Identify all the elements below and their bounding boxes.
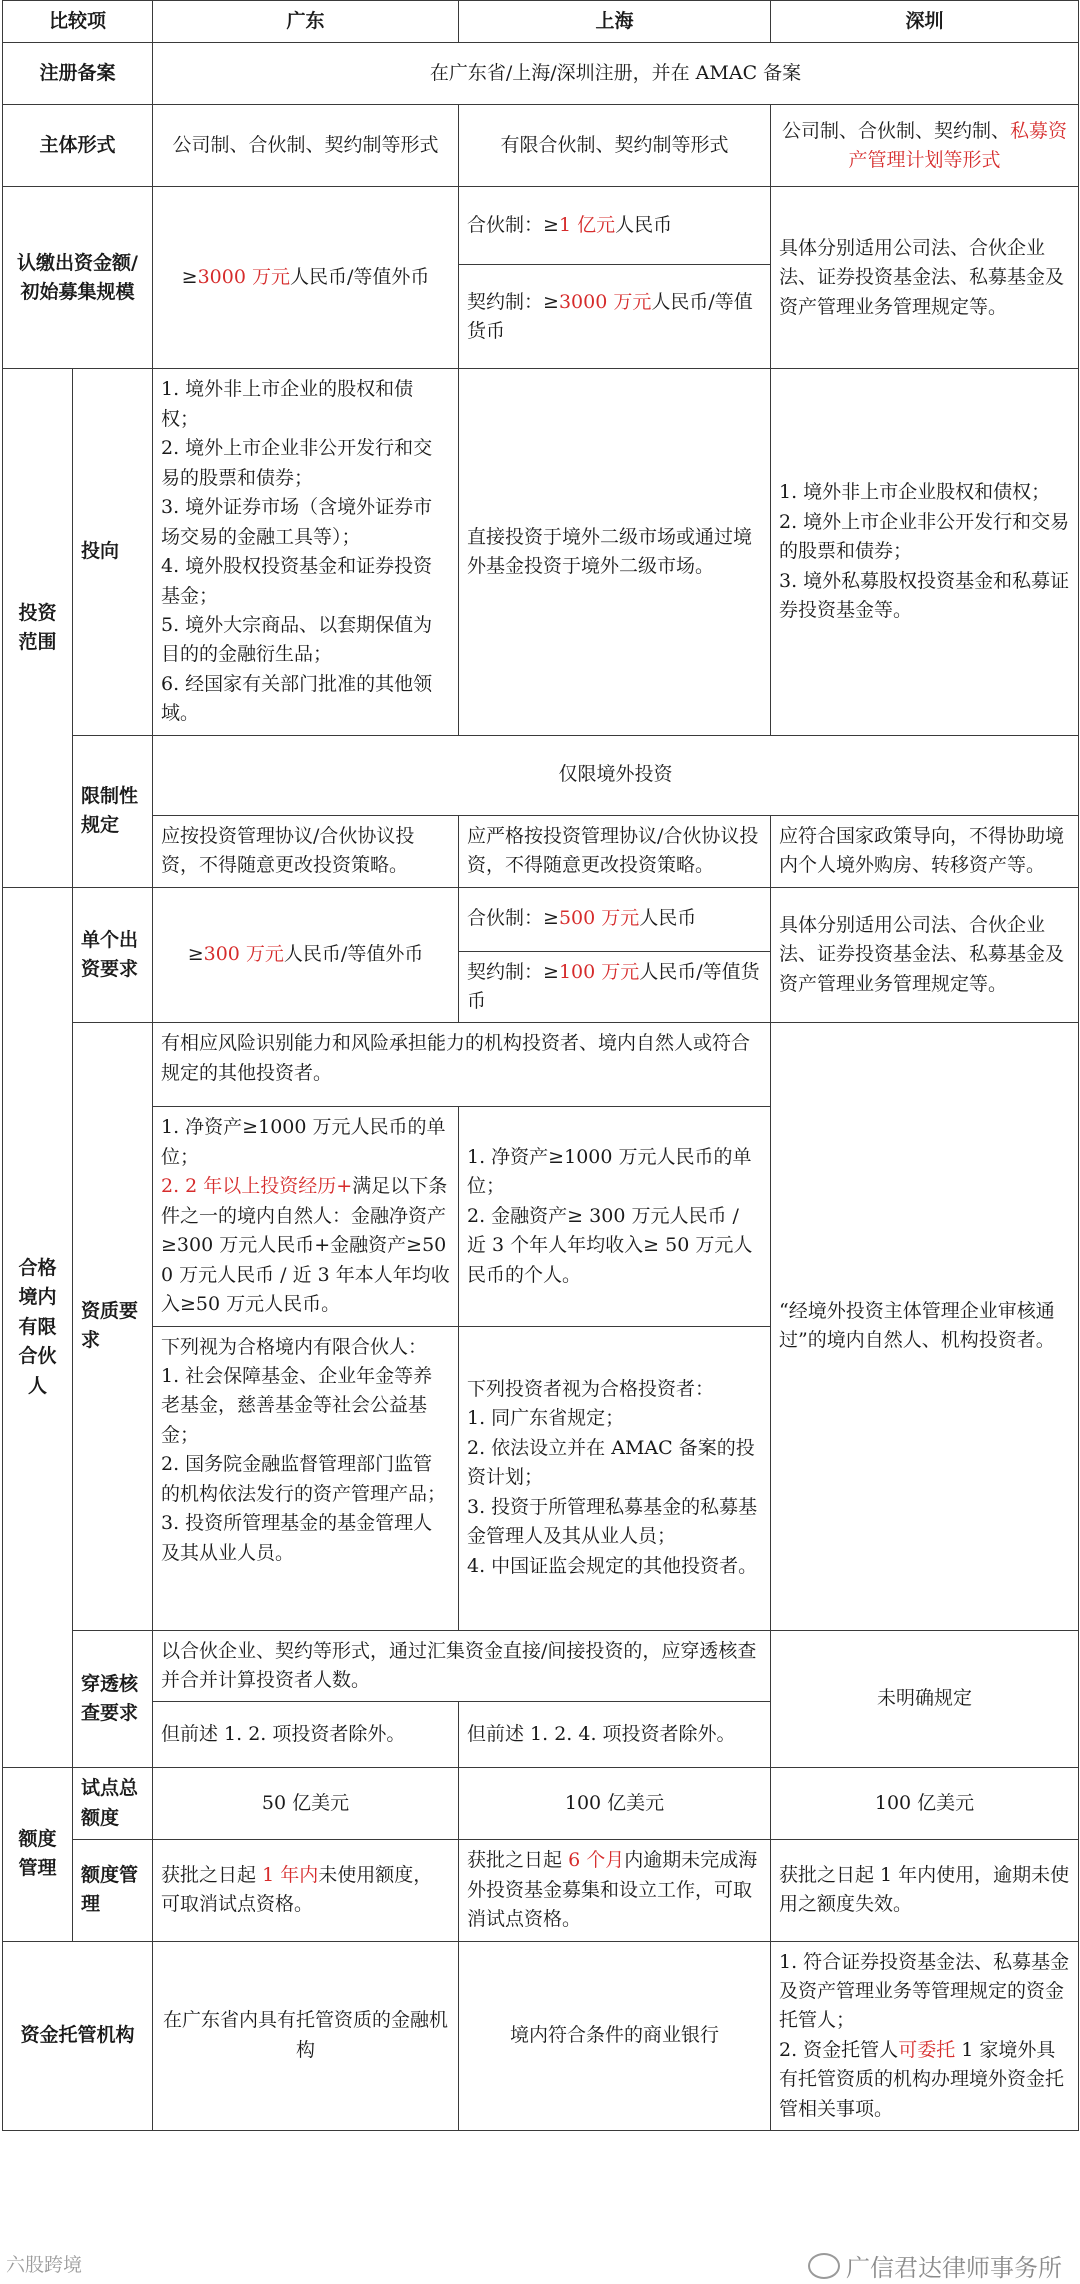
qual-label: 资质要求 [73,1023,153,1630]
pen-sz: 未明确规定 [771,1630,1079,1768]
pen-row-1 [3,1630,1079,1702]
capital-row-1 [3,187,1079,265]
qual-sh-list: 下列投资者视为合格投资者： 1. 同广东省规定； 2. 依法设立并在 AMAC 备案的投资计划； 3. 投资于所管理私募基金的私募基金管理人及其从业人员； 4. 中国证监会规定的其他投资者。 [459,1326,771,1630]
single-sh-contract-amount: 100 万元 [558,960,640,983]
custody-gd: 在广东省内具有托管资质的金融机构 [153,1941,459,2131]
header-shenzhen: 深圳 [771,1,1079,43]
single-row-1 [3,887,1079,951]
entity-form-sh: 有限合伙制、契约制等形式 [459,105,771,187]
capital-gd-suffix: 人民币/等值外币 [289,266,430,289]
custody-sh: 境内符合条件的商业银行 [459,1941,771,2131]
quota-mgmt-sh-suffix: 内逾期未完成海外投资基金募集和设立工作，可取消试点资格。 [467,1849,758,1931]
capital-sh-partnership-prefix: 合伙制：≥ [467,214,559,237]
qualified-label: 合格境内有限合伙人 [3,887,73,1768]
qual-gd-item-2: 满足以下条件之一的境内自然人：金融净资产≥300 万元人民币+金融资产≥500 万元人民币 / 近 3 年本人年均收入≥50 万元人民币。 [161,1175,450,1316]
capital-sh-contract-amount: 3000 万元 [558,290,652,313]
wechat-icon [808,2253,840,2279]
single-sh-contract-suffix: 人民币/等值货币 [467,960,760,1012]
capital-sh-contract-prefix: 契约制：≥ [467,290,559,313]
qual-sh: 1. 净资产≥1000 万元人民币的单位； 2. 金融资产≥ 300 万元人民币 / 近 3 个年人年均收入≥ 50 万元人民币的个人。 [459,1107,771,1326]
registration-label: 注册备案 [3,43,153,105]
quota-mgmt-sh [459,1840,771,1941]
capital-sh-partnership [459,187,771,265]
single-gd-amount: 300 万元 [203,943,284,966]
entity-form-sz [771,105,1079,187]
custody-sz-item-2: 1 家境外具有托管资质的机构办理境外资金托管相关事项。 [779,2038,1065,2120]
quota-total-label: 试点总额度 [73,1768,153,1840]
quota-mgmt-gd [153,1840,459,1941]
single-sh-contract [459,951,771,1023]
quota-mgmt-row [3,1840,1079,1941]
custody-sz-item-1: 1. 符合证券投资基金法、私募基金及资产管理业务等管理规定的资金托管人； [779,1950,1070,2032]
single-gd-prefix: ≥ [187,943,204,966]
custody-sz-item-2-prefix: 2. 资金托管人 [779,2038,899,2061]
entity-form-label: 主体形式 [3,105,153,187]
watermark-left [6,2250,82,2277]
quota-total-sz: 100 亿美元 [771,1768,1079,1840]
single-sh-partnership-suffix: 人民币 [639,907,697,930]
quota-total-sh: 100 亿美元 [459,1768,771,1840]
single-gd-suffix: 人民币/等值外币 [283,943,424,966]
capital-label: 认缴出资金额/初始募集规模 [3,187,153,369]
single-sh-partnership-amount: 500 万元 [558,907,640,930]
capital-gd-amount: 3000 万元 [197,266,290,289]
capital-sz: 具体分别适用公司法、合伙企业法、证券投资基金法、私募基金及资产管理业务管理规定等。 [771,187,1079,369]
qual-gd-list: 下列视为合格境内有限合伙人： 1. 社会保障基金、企业年金等养老基金，慈善基金等社会公益基金； 2. 国务院金融监督管理部门监管的机构依法发行的资产管理产品； 3. 投资所管理基金的基金管理人及其从业人员。 [153,1326,459,1630]
watermark-right [808,2248,1062,2283]
capital-gd-prefix: ≥ [181,266,198,289]
capital-sh-partnership-amount: 1 亿元 [558,214,616,237]
custody-row [3,1941,1079,2131]
qual-gd [153,1107,459,1326]
pen-sh: 但前述 1. 2. 4. 项投资者除外。 [459,1702,771,1768]
header-guangdong: 广东 [153,1,459,43]
scope-restrict-row-1 [3,735,1079,815]
pen-gd: 但前述 1. 2. 项投资者除外。 [153,1702,459,1768]
comparison-table [2,0,1079,2131]
quota-total-gd: 50 亿美元 [153,1768,459,1840]
header-item: 比较项 [3,1,153,43]
watermark-left-text: 六股跨境 [6,2254,83,2276]
scope-restrict-label: 限制性规定 [73,735,153,887]
single-sh-partnership-prefix: 合伙制：≥ [467,907,559,930]
qual-gd-item-2-highlight: 2. 2 年以上投资经历+ [161,1175,353,1198]
scope-restrict-common: 仅限境外投资 [153,735,1079,815]
scope-label: 投资范围 [3,369,73,887]
scope-restrict-gd: 应按投资管理协议/合伙协议投资，不得随意更改投资策略。 [153,815,459,887]
entity-form-row [3,105,1079,187]
scope-direction-sz: 1. 境外非上市企业股权和债权； 2. 境外上市企业非公开发行和交易的股票和债券； 3. 境外私募股权投资基金和私募证券投资基金等。 [771,369,1079,735]
quota-mgmt-sz: 获批之日起 1 年内使用，逾期未使用之额度失效。 [771,1840,1079,1941]
scope-direction-label: 投向 [73,369,153,735]
capital-gd [153,187,459,369]
scope-direction-sh: 直接投资于境外二级市场或通过境外基金投资于境外二级市场。 [459,369,771,735]
quota-mgmt-label: 额度管理 [73,1840,153,1941]
quota-mgmt-gd-period: 1 年内 [262,1863,319,1886]
capital-sh-partnership-suffix: 人民币 [615,214,673,237]
registration-text: 在广东省/上海/深圳注册，并在 AMAC 备案 [153,43,1079,105]
single-label: 单个出资要求 [73,887,153,1023]
scope-direction-gd: 1. 境外非上市企业的股权和债权； 2. 境外上市企业非公开发行和交易的股票和债券； 3. 境外证券市场（含境外证券市场交易的金融工具等）； 4. 境外股权投资基金和证券投资基金； 5. 境外大宗商品、以套期保值为目的的金融衍生品； 6. 经国家有关部门批准的其他领域。 [153,369,459,735]
capital-sh-contract-suffix: 人民币/等值货币 [467,290,753,342]
pen-common: 以合伙企业、契约等形式，通过汇集资金直接/间接投资的，应穿透核查并合并计算投资者人数。 [153,1630,771,1702]
entity-form-sz-highlight: 私募资产管理计划等形式 [848,119,1068,171]
scope-restrict-sh: 应严格按投资管理协议/合伙协议投资，不得随意更改投资策略。 [459,815,771,887]
header-row [3,1,1079,43]
quota-mgmt-sh-period: 6 个月 [568,1849,625,1872]
qual-gd-item-1: 1. 净资产≥1000 万元人民币的单位； [161,1116,446,1168]
watermark-right-text: 广信君达律师事务所 [846,2254,1062,2282]
header-shanghai: 上海 [459,1,771,43]
entity-form-sz-text: 公司制、合伙制、契约制、 [782,119,1011,142]
pen-label: 穿透核查要求 [73,1630,153,1768]
single-sh-partnership [459,887,771,951]
qual-row-1 [3,1023,1079,1107]
custody-sz-item-2-highlight: 可委托 [898,2038,956,2061]
entity-form-gd: 公司制、合伙制、契约制等形式 [153,105,459,187]
single-sh-contract-prefix: 契约制：≥ [467,960,559,983]
quota-mgmt-sh-prefix: 获批之日起 [467,1849,569,1872]
single-sz: 具体分别适用公司法、合伙企业法、证券投资基金法、私募基金及资产管理业务管理规定等。 [771,887,1079,1023]
capital-sh-contract [459,265,771,369]
custody-sz [771,1941,1079,2131]
quota-total-row [3,1768,1079,1840]
scope-direction-row [3,369,1079,735]
quota-label: 额度管理 [3,1768,73,1941]
custody-label: 资金托管机构 [3,1941,153,2131]
scope-restrict-sz: 应符合国家政策导向，不得协助境内个人境外购房、转移资产等。 [771,815,1079,887]
single-gd [153,887,459,1023]
scope-restrict-row-2 [3,815,1079,887]
quota-mgmt-gd-suffix: 未使用额度，可取消试点资格。 [161,1863,433,1916]
qual-common: 有相应风险识别能力和风险承担能力的机构投资者、境内自然人或符合规定的其他投资者。 [153,1023,771,1107]
qual-sz: “经境外投资主体管理企业审核通过”的境内自然人、机构投资者。 [771,1023,1079,1630]
registration-row [3,43,1079,105]
quota-mgmt-gd-prefix: 获批之日起 [161,1863,263,1886]
